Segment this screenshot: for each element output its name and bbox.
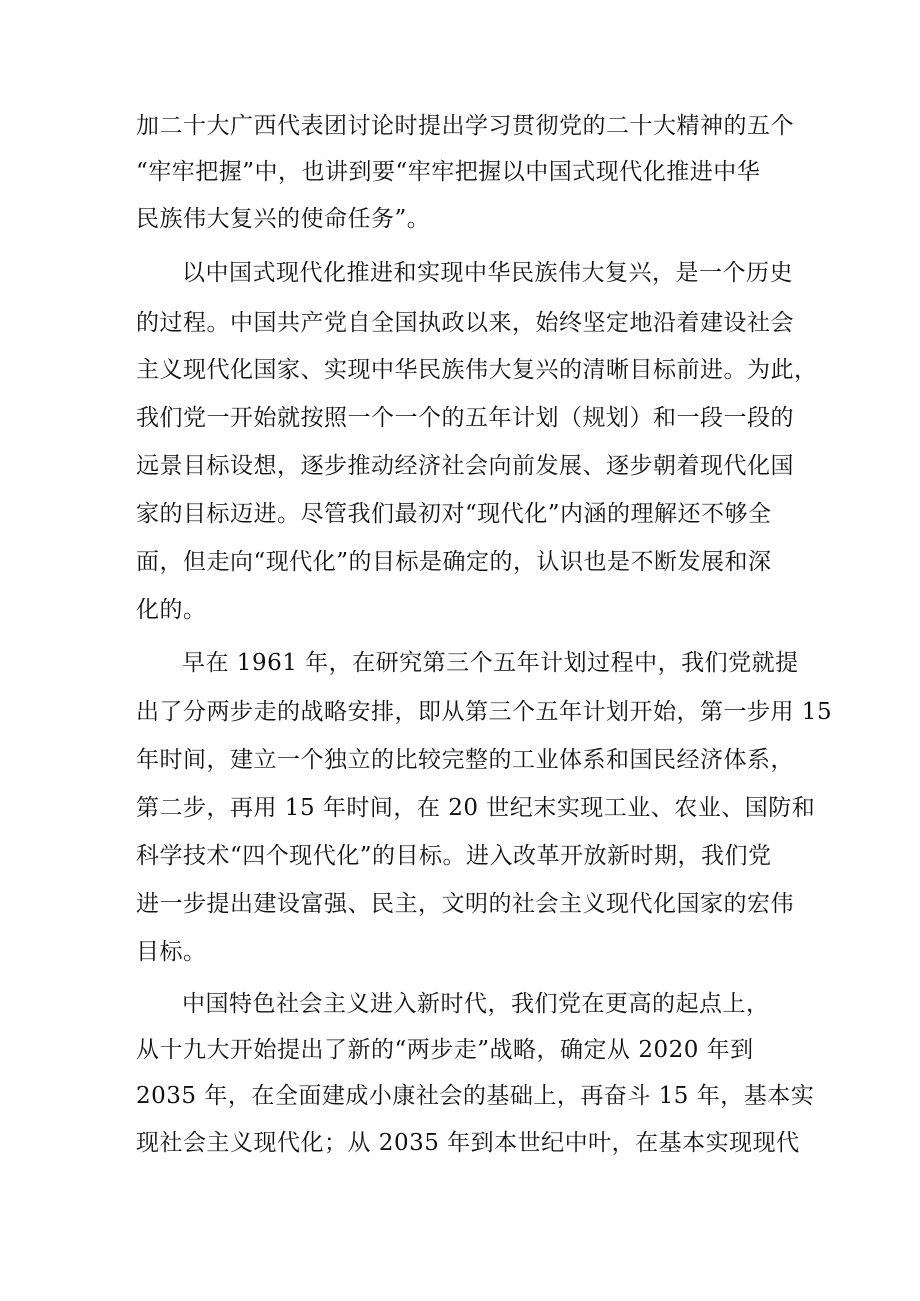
text-line: 目标。	[136, 939, 207, 965]
text-line: “牢牢把握”中，也讲到要“牢牢把握以中国式现代化推进中华	[136, 159, 761, 185]
text-line: 的过程。中国共产党自全国执政以来，始终坚定地沿着建设社会	[136, 310, 794, 336]
text-line: 第二步，再用 15 年时间，在 20 世纪末实现工业、农业、国防和	[136, 795, 816, 821]
text-line: 民族伟大复兴的使命任务”。	[136, 206, 431, 232]
text-line: 从十九大开始提出了新的“两步走”战略，确定从 2020 年到	[136, 1037, 754, 1063]
text-line: 年时间，建立一个独立的比较完整的工业体系和国民经济体系，	[136, 747, 794, 773]
paragraph-first-line: 早在 1961 年，在研究第三个五年计划过程中，我们党就提	[182, 650, 799, 676]
text-line: 远景目标设想，逐步推动经济社会向前发展、逐步朝着现代化国	[136, 453, 794, 479]
text-line: 进一步提出建设富强、民主，文明的社会主义现代化国家的宏伟	[136, 891, 794, 917]
text-line: 出了分两步走的战略安排，即从第三个五年计划开始，第一步用 15	[136, 699, 833, 725]
text-line: 现社会主义现代化；从 2035 年到本世纪中叶，在基本实现现代	[136, 1130, 800, 1156]
text-line: 面，但走向“现代化”的目标是确定的，认识也是不断发展和深	[136, 549, 772, 575]
text-line: 加二十大广西代表团讨论时提出学习贯彻党的二十大精神的五个	[136, 113, 794, 139]
paragraph-first-line: 以中国式现代化推进和实现中华民族伟大复兴，是一个历史	[182, 260, 793, 286]
paragraph-first-line: 中国特色社会主义进入新时代，我们党在更高的起点上，	[182, 991, 770, 1017]
text-line: 我们党一开始就按照一个一个的五年计划（规划）和一段一段的	[136, 405, 794, 431]
text-line: 家的目标迈进。尽管我们最初对“现代化”内涵的理解还不够全	[136, 501, 772, 527]
text-line: 主义现代化国家、实现中华民族伟大复兴的清晰目标前进。为此，	[136, 357, 818, 383]
text-line: 2035 年，在全面建成小康社会的基础上，再奋斗 15 年，基本实	[136, 1083, 815, 1109]
text-line: 化的。	[136, 597, 207, 623]
text-line: 科学技术“四个现代化”的目标。进入改革开放新时期，我们党	[136, 843, 772, 869]
